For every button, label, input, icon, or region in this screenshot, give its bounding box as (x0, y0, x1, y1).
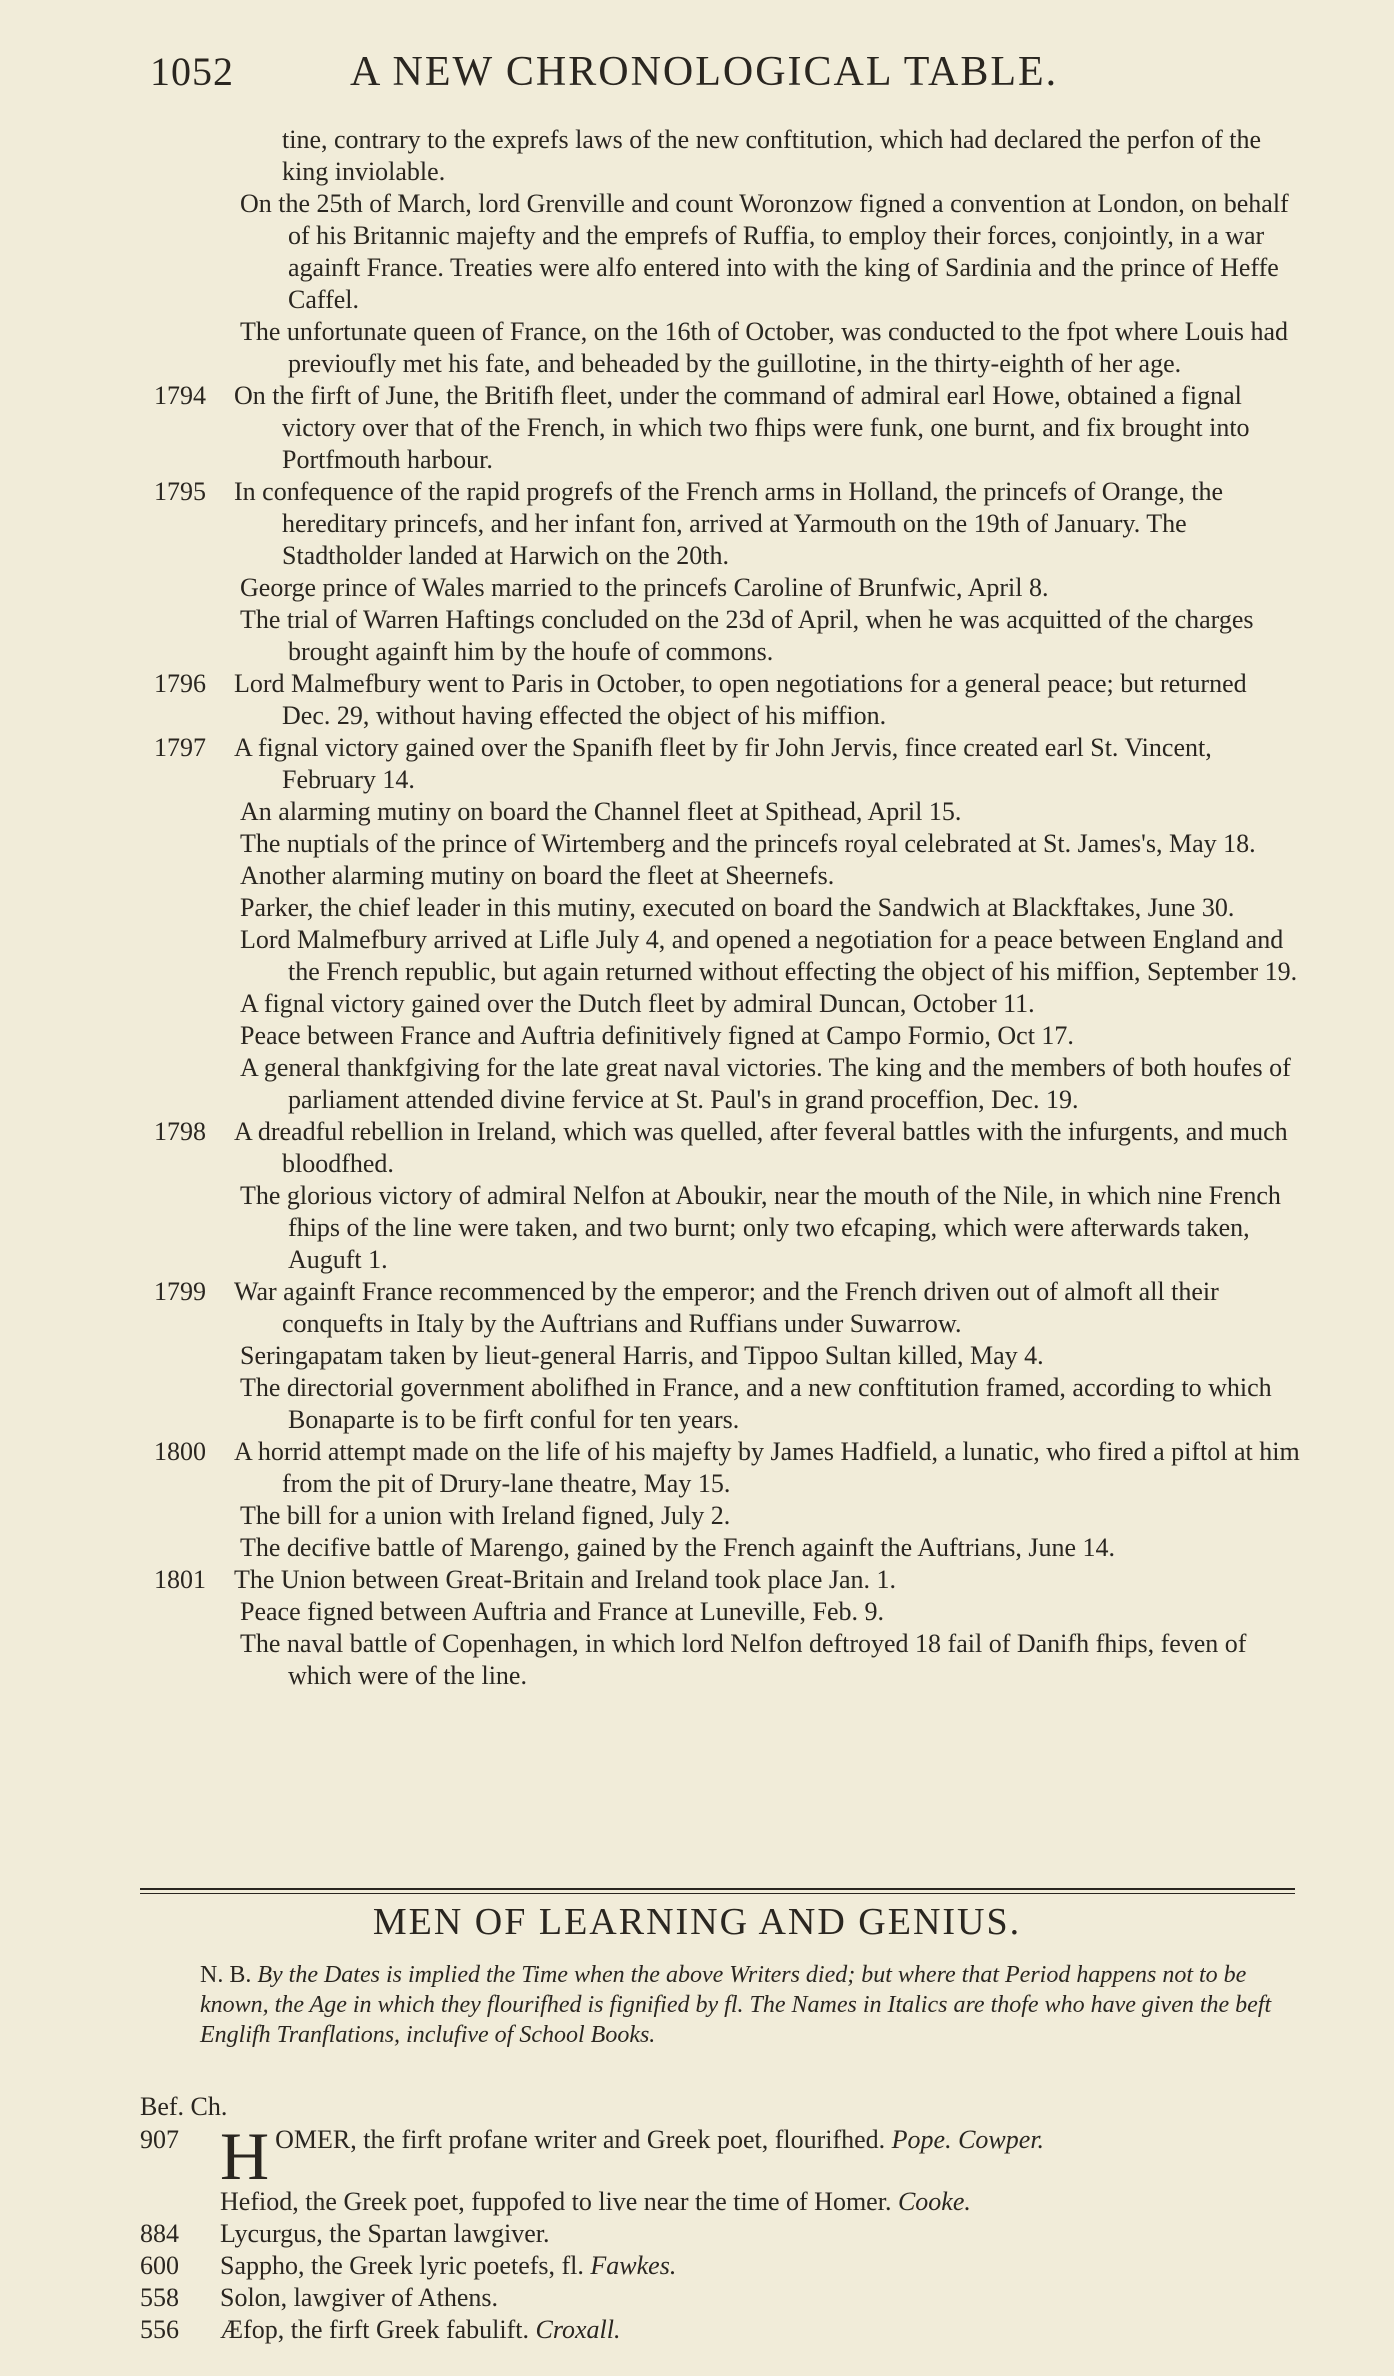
translator-name: Pope. Cowper. (891, 2125, 1045, 2154)
running-title: A NEW CHRONOLOGICAL TABLE. (350, 49, 1059, 95)
writer-year: 558 (140, 2283, 179, 2312)
section-rule (140, 1888, 1295, 1890)
entry-paragraph: War againft France recommenced by the emperor; and the French driven out of almoft all their conquefts in Italy by the Auftrians and Ruffians under Suwarrow. (234, 1277, 1219, 1338)
chronology-entry (150, 1276, 1300, 1436)
entry-paragraph: A dreadful rebellion in Ireland, which was quelled, after feveral battles with the infurgents, and much bloodfhed. (234, 1117, 1288, 1178)
chronology-entry (150, 380, 1300, 476)
writer-entry (140, 2282, 1300, 2314)
writer-text: Æfop, the firft Greek fabulift. (220, 2315, 530, 2344)
entry-paragraph: George prince of Wales married to the princefs Caroline of Brunfwic, April 8. (240, 573, 1049, 602)
writer-year: 907 (140, 2125, 179, 2154)
entry-paragraph: On the firft of June, the Britifh fleet, under the command of admiral earl Howe, obtained a fignal victory over that of the French, in which two fhips were funk, one burnt, and fix brought into Portfmouth harbour. (234, 381, 1250, 474)
chronology-entry (150, 1116, 1300, 1276)
entry-paragraph: Peace between France and Auftria definitively figned at Campo Formio, Oct 17. (240, 1021, 1074, 1050)
writer-entry (140, 2186, 1300, 2218)
entry-paragraph: On the 25th of March, lord Grenville and count Woronzow figned a convention at London, on behalf of his Britannic majefty and the emprefs of Ruffia, to employ their forces, conjointly, in a war againft France. Treaties were alfo entered into with the king of Sardinia and the prince of Heffe Caffel. (240, 189, 1289, 314)
section-rule-thin (140, 1893, 1295, 1894)
entry-paragraph: The glorious victory of admiral Nelfon at Aboukir, near the mouth of the Nile, in which nine French fhips of the line were taken, and two burnt; only two efcaping, which were afterwards taken, Auguft 1. (240, 1181, 1281, 1274)
chronology-entry (150, 668, 1300, 732)
bef-ch-label: Bef. Ch. (140, 2092, 228, 2121)
entry-paragraph: In confequence of the rapid progrefs of the French arms in Holland, the princefs of Orange, the hereditary princefs, and her infant fon, arrived at Yarmouth on the 19th of January. The Stadtholder landed at Harwich on the 20th. (234, 477, 1224, 570)
chronology-entry (150, 124, 1300, 380)
entry-paragraph: An alarming mutiny on board the Channel fleet at Spithead, April 15. (240, 797, 962, 826)
entry-year: 1800 (154, 1437, 206, 1466)
chronology-entry (150, 1436, 1300, 1564)
writer-text: Hefiod, the Greek poet, fuppofed to live near the time of Homer. (220, 2187, 892, 2216)
chronology-entry (150, 476, 1300, 668)
drop-cap: H (220, 2118, 270, 2194)
writer-entry (140, 2314, 1300, 2346)
entry-paragraph: Parker, the chief leader in this mutiny, executed on board the Sandwich at Blackftakes, June 30. (240, 893, 1235, 922)
entry-paragraph: The trial of Warren Haftings concluded on the 23d of April, when he was acquitted of the charges brought againft him by the houfe of commons. (240, 605, 1254, 666)
writer-year: 884 (140, 2219, 179, 2248)
entry-paragraph: A horrid attempt made on the life of his majefty by James Hadfield, a lunatic, who fired a piftol at him from the pit of Drury-lane theatre, May 15. (234, 1437, 1300, 1498)
entry-paragraph: A fignal victory gained over the Spanifh fleet by fir John Jervis, fince created earl St. Vincent, February 14. (234, 733, 1212, 794)
entry-paragraph: The bill for a union with Ireland figned, July 2. (240, 1501, 731, 1530)
entry-paragraph: tine, contrary to the exprefs laws of the new conftitution, which had declared the perfon of the king inviolable. (282, 125, 1261, 186)
entry-paragraph: Lord Malmefbury went to Paris in October, to open negotiations for a general peace; but returned Dec. 29, without having effected the object of his miffion. (234, 669, 1247, 730)
entry-year (150, 124, 234, 380)
entry-paragraph: The decifive battle of Marengo, gained by the French againft the Auftrians, June 14. (240, 1533, 1116, 1562)
writer-year: 556 (140, 2315, 179, 2344)
entry-year: 1801 (154, 1565, 206, 1594)
entry-paragraph: A general thankfgiving for the late great naval victories. The king and the members of both houfes of parliament attended divine fervice at St. Paul's in grand proceffion, Dec. 19. (240, 1053, 1291, 1114)
men-list (140, 2118, 1300, 2346)
chronology-list (150, 124, 1300, 1692)
entry-paragraph: The directorial government abolifhed in France, and a new conftitution framed, according to which Bonaparte is to be firft conful for ten years. (240, 1373, 1272, 1434)
writer-entry (140, 2218, 1300, 2250)
entry-paragraph: Lord Malmefbury arrived at Lifle July 4, and opened a negotiation for a peace between England and the French republic, but again returned without effecting the object of his miffion, September 19. (240, 925, 1298, 986)
translator-name: Croxall. (535, 2315, 621, 2344)
section-title: MEN OF LEARNING AND GENIUS. (372, 1901, 1022, 1943)
writer-text: Solon, lawgiver of Athens. (220, 2283, 499, 2312)
entry-paragraph: Peace figned between Auftria and France at Luneville, Feb. 9. (240, 1597, 884, 1626)
writer-year: 600 (140, 2251, 179, 2280)
nb-label: N. B. (200, 1962, 252, 1988)
entry-year: 1799 (154, 1277, 206, 1306)
page-number: 1052 (150, 49, 234, 94)
entry-paragraph: The Union between Great-Britain and Ireland took place Jan. 1. (234, 1565, 897, 1594)
writer-text: OMER, the firft profane writer and Greek poet, flourifhed. (275, 2125, 886, 2154)
entry-paragraph: The nuptials of the prince of Wirtemberg and the princefs royal celebrated at St. James's, May 18. (240, 829, 1256, 858)
entry-paragraph: The unfortunate queen of France, on the 16th of October, was conducted to the fpot where Louis had previoufly met his fate, and beheaded by the guillotine, in the thirty-eighth of her age. (240, 317, 1289, 378)
writer-entry (140, 2250, 1300, 2282)
entry-year: 1797 (154, 733, 206, 762)
translator-name: Cooke. (897, 2187, 971, 2216)
writer-text: Lycurgus, the Spartan lawgiver. (220, 2219, 550, 2248)
entry-year: 1795 (154, 477, 206, 506)
entry-year: 1798 (154, 1117, 206, 1146)
chronology-entry (150, 1564, 1300, 1692)
writer-entry (140, 2118, 1300, 2194)
writer-year (140, 2186, 220, 2218)
nota-bene (200, 1960, 1300, 2050)
entry-year: 1796 (154, 669, 206, 698)
nb-text: By the Dates is implied the Time when the above Writers died; but where that Period happens not to be known, the Age in which they flourifhed is fignified by fl. The Names in Italics are thofe who have given the beft Englifh Tranflations, inclufive of School Books. (200, 1962, 1272, 2048)
translator-name: Fawkes. (590, 2251, 677, 2280)
entry-paragraph: Seringapatam taken by lieut-general Harris, and Tippoo Sultan killed, May 4. (240, 1341, 1044, 1370)
writer-text: Sappho, the Greek lyric poetefs, fl. (220, 2251, 584, 2280)
entry-paragraph: The naval battle of Copenhagen, in which lord Nelfon deftroyed 18 fail of Danifh fhips, feven of which were of the line. (240, 1629, 1247, 1690)
entry-paragraph: Another alarming mutiny on board the fleet at Sheernefs. (240, 861, 835, 890)
entry-paragraph: A fignal victory gained over the Dutch fleet by admiral Duncan, October 11. (240, 989, 1035, 1018)
page-header (150, 48, 1300, 108)
entry-year: 1794 (154, 381, 206, 410)
chronology-entry (150, 732, 1300, 1116)
